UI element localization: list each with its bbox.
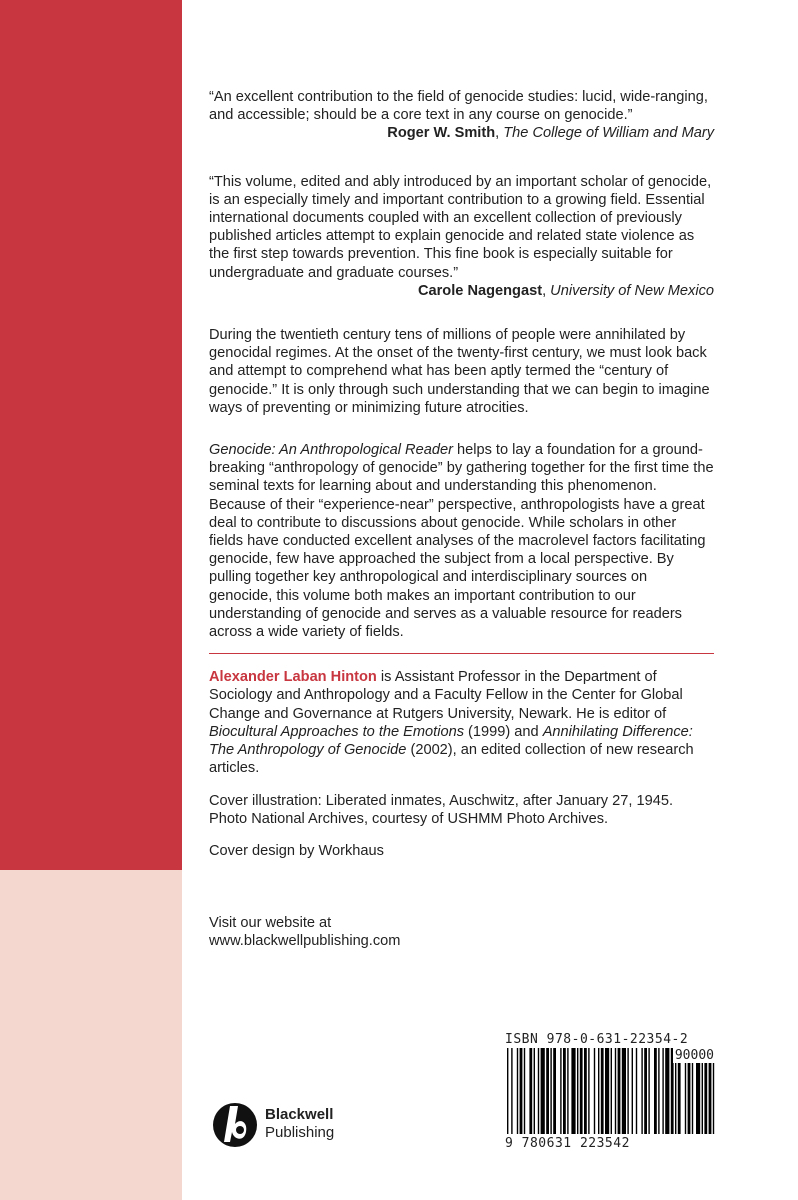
section-divider (209, 653, 714, 654)
barcode-stripe (524, 1048, 525, 1134)
spine-pink-band (0, 870, 182, 1200)
quote-2-attribution: Carole Nagengast, University of New Mexico (417, 282, 714, 299)
quote-2-affiliation: University of New Mexico (550, 282, 714, 299)
barcode-stripe (567, 1048, 568, 1134)
barcode-stripe (615, 1048, 616, 1134)
barcode-stripe (611, 1048, 612, 1134)
barcode-stripe (511, 1048, 512, 1134)
barcode-stripe (553, 1048, 556, 1134)
bio-text-2: (1999) and (464, 723, 543, 740)
isbn-barcode (505, 1032, 720, 1150)
barcode-stripe (507, 1048, 508, 1134)
publisher-line-1: Blackwell (265, 1106, 334, 1123)
barcode-stripe (560, 1048, 561, 1134)
barcode-stripe (658, 1048, 659, 1134)
blackwell-logo-icon (210, 1098, 260, 1148)
author-bio (209, 668, 714, 777)
barcode-stripe (622, 1048, 626, 1134)
website-url[interactable]: www.blackwellpublishing.com (209, 933, 401, 950)
website-label: Visit our website at (209, 915, 332, 932)
description-paragraph-2 (209, 441, 714, 641)
barcode-stripe (632, 1048, 633, 1134)
barcode-stripe (636, 1048, 637, 1134)
barcode-stripe (648, 1048, 649, 1134)
barcode-stripe (665, 1048, 669, 1134)
bio-book-2: Annihilating Difference: The Anthropology of Genocide (209, 723, 693, 759)
barcode-stripe (662, 1048, 663, 1134)
barcode-stripe (654, 1048, 657, 1134)
quote-2-author: Carole Nagengast (417, 282, 543, 299)
quote-2-text: “This volume, edited and ably introduced by an important scholar of genocide, is an especially timely and important contribution to a growing field. Essential international documents coupled with an excellent collection of previously published articles attempt to explain genocide and related state violence as the first step towards prevention. This fine book is especially suitable for undergraduate and graduate courses.” (209, 173, 712, 281)
barcode-stripe (627, 1048, 628, 1134)
price-code: 90000 (674, 1048, 714, 1063)
cover-design-credit: Cover design by Workhaus (209, 842, 384, 859)
bio-book-1: Biocultural Approaches to the Emotions (209, 723, 464, 740)
bio-text-1: is Assistant Professor in the Department of Sociology and Anthropology and a Faculty Fellow in the Center for Global Change and Governance at Rutgers University, Newark. He is editor of (209, 669, 683, 722)
publisher-name (265, 1106, 334, 1142)
book-title: Genocide: An Anthropological Reader (209, 442, 453, 459)
quote-1-attribution: Roger W. Smith, The College of William and Mary (387, 125, 714, 142)
publisher-line-2: Publishing (265, 1124, 335, 1141)
barcode-stripe (580, 1048, 583, 1134)
barcode-stripe (644, 1048, 647, 1134)
barcode-stripe (529, 1048, 532, 1134)
barcode-stripe (538, 1048, 539, 1134)
barcode-stripe (541, 1048, 545, 1134)
barcode-stripe (577, 1048, 578, 1134)
barcode-stripe (641, 1048, 642, 1134)
barcode-stripe (605, 1048, 609, 1134)
quote-1-affiliation: The College of William and Mary (503, 125, 714, 142)
barcode-stripe (601, 1048, 604, 1134)
publisher-logo (210, 1098, 360, 1160)
barcode-stripe (618, 1048, 621, 1134)
barcode-stripe (550, 1048, 551, 1134)
description-paragraph-1: During the twentieth century tens of millions of people were annihilated by genocidal regimes. At the onset of the twenty-first century, we must look back and attempt to comprehend what has been aptly termed the “century of genocide.” It is only through such understanding that we can begin to imagine ways of preventing or minimizing future atrocities. (209, 327, 710, 416)
barcode-stripe (571, 1048, 575, 1134)
barcode-stripe (598, 1048, 599, 1134)
spine-red-band (0, 0, 182, 870)
barcode-stripe (584, 1048, 587, 1134)
author-name: Alexander Laban Hinton (209, 669, 377, 686)
barcode-stripe (520, 1048, 523, 1134)
bio-text-3: (2002), an edited collection of new research articles. (209, 742, 694, 777)
back-cover-text (209, 88, 714, 951)
quote-1-text: “An excellent contribution to the field of genocide studies: lucid, wide-ranging, and accessible; should be a core text in any course on genocide.” (209, 89, 708, 124)
barcode-stripe (594, 1048, 595, 1134)
description-paragraph-2-body: helps to lay a foundation for a ground-breaking “anthropology of genocide” by gathering together for the first time the seminal texts for learning about and understanding this phenomenon. Because of their “experience-near” perspective, anthropologists have a great deal to contribute to discussions about genocide. While scholars in other fields have conducted excellent analyses of the macrolevel factors facilitating genocide, few have approached the subject from a local perspective. By pulling together key anthropological and interdisciplinary sources on genocide, this volume both makes an important contribution to our understanding of genocide and serves as a valuable resource for readers across a wide variety of fields. (209, 442, 714, 641)
barcode-stripe (563, 1048, 566, 1134)
barcode-stripe (546, 1048, 549, 1134)
barcode-number: 9 780631 223542 (505, 1136, 630, 1151)
barcode-stripe (534, 1048, 535, 1134)
barcode-stripe (588, 1048, 589, 1134)
quote-1-author: Roger W. Smith (387, 125, 496, 142)
cover-illustration-credit: Cover illustration: Liberated inmates, Auschwitz, after January 27, 1945. Photo National Archives, courtesy of USHMM Photo Archives. (209, 792, 673, 827)
barcode-stripe (517, 1048, 518, 1134)
isbn-text: ISBN 978-0-631-22354-2 (505, 1032, 689, 1047)
